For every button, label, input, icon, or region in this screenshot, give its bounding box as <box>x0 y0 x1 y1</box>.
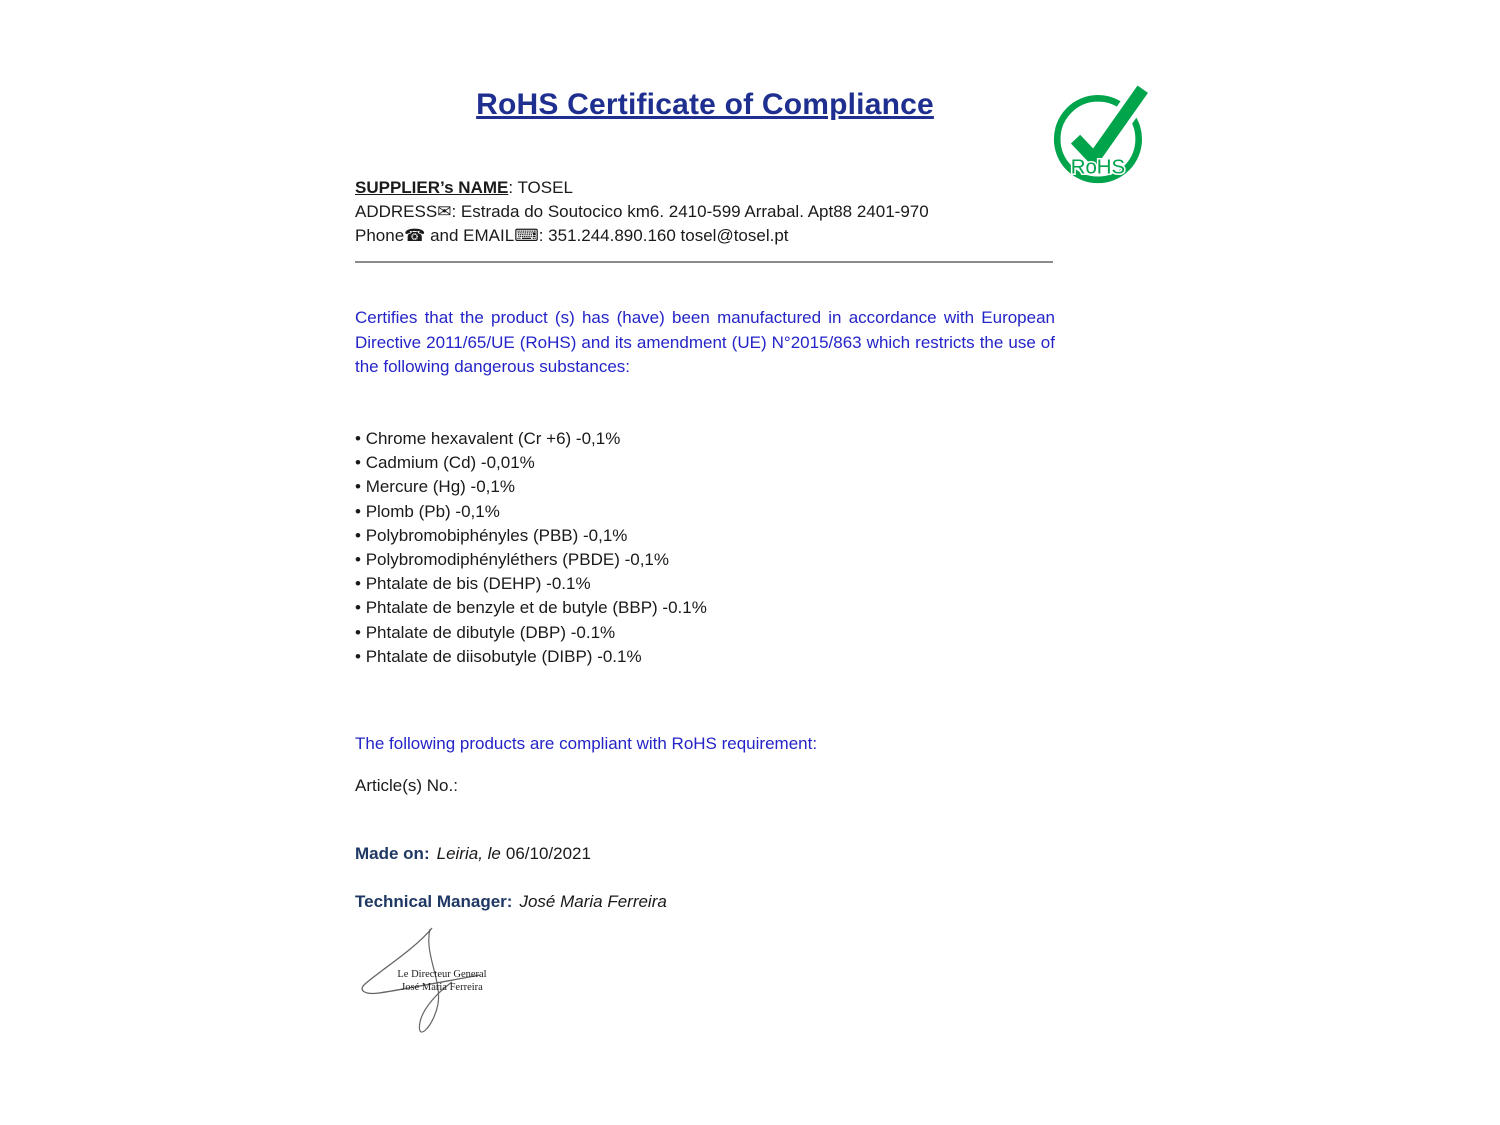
supplier-name-label: SUPPLIER’s NAME <box>355 178 509 197</box>
made-on-label: Made on: <box>355 844 430 863</box>
envelope-icon: ✉ <box>437 202 452 221</box>
computer-icon: ⌨ <box>514 226 539 245</box>
horizontal-divider <box>355 261 1053 263</box>
supplier-name-line <box>355 176 1075 200</box>
address-value: : Estrada do Soutocico km6. 2410-599 Arrabal. Apt88 2401-970 <box>451 202 929 221</box>
signature-block <box>352 922 502 1052</box>
rohs-logo <box>1050 78 1152 188</box>
substance-item: • Phtalate de bis (DEHP) -0.1% <box>355 572 1075 596</box>
phone-icon: ☎ <box>404 226 426 245</box>
address-label: ADDRESS <box>355 202 438 221</box>
phone-label: Phone <box>355 226 405 245</box>
substance-item: • Plomb (Pb) -0,1% <box>355 500 1075 524</box>
signature-line1: Le Directeur General <box>397 969 487 980</box>
made-on-line <box>355 844 1075 864</box>
substance-item: • Chrome hexavalent (Cr +6) -0,1% <box>355 427 1075 451</box>
substance-item: • Polybromobiphényles (PBB) -0,1% <box>355 524 1075 548</box>
substance-item: • Cadmium (Cd) -0,01% <box>355 451 1075 475</box>
substances-list <box>355 427 1075 669</box>
certification-paragraph: Certifies that the product (s) has (have) been manufactured in accordance with European Directive 2011/65/UE (RoHS) and its amendment (UE) N°2015/863 which restricts the use of the following dangerous substances: <box>355 308 1055 376</box>
substance-item: • Mercure (Hg) -0,1% <box>355 475 1075 499</box>
rohs-check-icon <box>1050 78 1152 188</box>
contact-value: : 351.244.890.160 tosel@tosel.pt <box>538 226 789 245</box>
compliance-statement: The following products are compliant with RoHS requirement: <box>355 734 818 753</box>
technical-manager-line <box>355 892 1075 912</box>
supplier-contact-line <box>355 224 1075 248</box>
made-on-date: 06/10/2021 <box>505 844 591 863</box>
supplier-name-value: : TOSEL <box>508 178 573 197</box>
substance-item: • Phtalate de dibutyle (DBP) -0.1% <box>355 621 1075 645</box>
substance-item: • Polybromodiphényléthers (PBDE) -0,1% <box>355 548 1075 572</box>
page-title: RoHS Certificate of Compliance <box>476 88 934 121</box>
technical-manager-label: Technical Manager: <box>355 892 513 911</box>
substance-item: • Phtalate de benzyle et de butyle (BBP) -0.1% <box>355 596 1075 620</box>
substance-item: • Phtalate de diisobutyle (DIBP) -0.1% <box>355 645 1075 669</box>
rohs-logo-label: RoHS <box>1070 156 1126 179</box>
made-on-place: Leiria, le <box>436 844 501 863</box>
and-email-label: and EMAIL <box>425 226 515 245</box>
signature-line2: José Maria Ferreira <box>401 982 483 993</box>
articles-label: Article(s) No.: <box>355 776 458 795</box>
supplier-address-line <box>355 200 1075 224</box>
technical-manager-name: José Maria Ferreira <box>519 892 667 911</box>
signature-text <box>382 968 502 994</box>
